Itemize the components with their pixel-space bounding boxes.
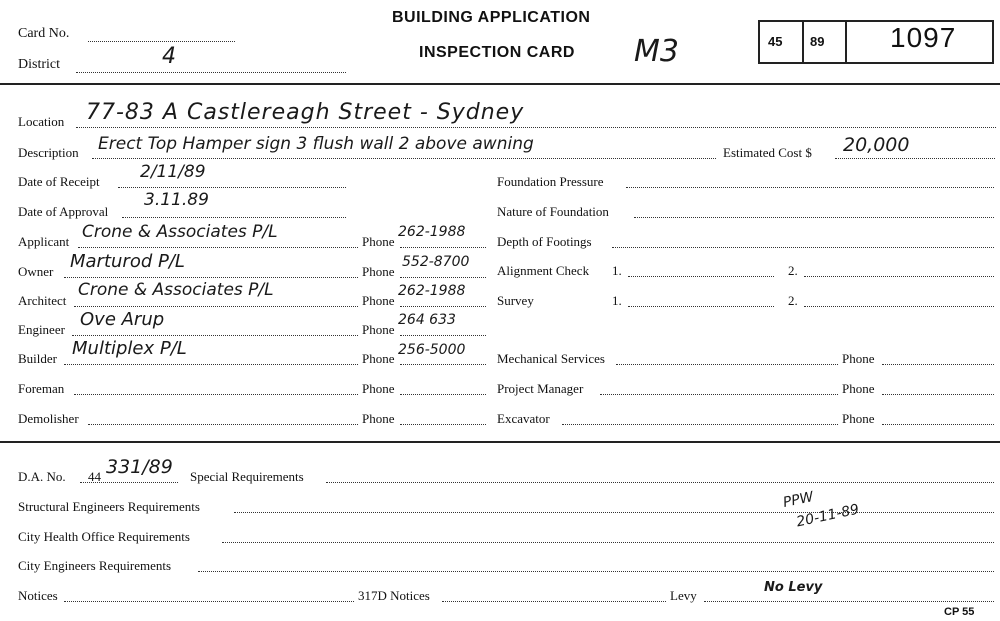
location-label: Location xyxy=(18,114,65,129)
builder-phone: 256-5000 xyxy=(398,342,466,358)
date-receipt-label: Date of Receipt xyxy=(18,174,100,189)
excavator-label: Excavator xyxy=(497,411,550,426)
city-eng-field xyxy=(198,571,994,572)
estimated-cost-field xyxy=(835,158,995,159)
date-approval-value: 3.11.89 xyxy=(144,190,209,210)
date-receipt-field xyxy=(118,187,346,188)
description-field xyxy=(92,158,716,159)
survey-2-field xyxy=(804,306,994,307)
survey-1-label: 1. xyxy=(612,293,622,308)
owner-field xyxy=(64,277,358,278)
description-value: Erect Top Hamper sign 3 flush wall 2 above awning xyxy=(98,134,534,154)
applicant-field xyxy=(78,247,358,248)
form-code: CP 55 xyxy=(944,606,975,618)
project-manager-phone-label: Phone xyxy=(842,381,875,396)
builder-phone-label: Phone xyxy=(362,351,395,366)
mechanical-label: Mechanical Services xyxy=(497,351,605,366)
alignment-check-label: Alignment Check xyxy=(497,263,590,278)
box-divider-2 xyxy=(845,20,847,62)
foreman-label: Foreman xyxy=(18,381,65,396)
survey-2-label: 2. xyxy=(788,293,798,308)
engineer-phone-field xyxy=(400,335,486,336)
builder-label: Builder xyxy=(18,351,57,366)
project-manager-phone-field xyxy=(882,394,994,395)
health-label: City Health Office Requirements xyxy=(18,529,190,544)
depth-footings-label: Depth of Footings xyxy=(497,234,592,249)
project-manager-label: Project Manager xyxy=(497,381,584,396)
da-prefix: 44 xyxy=(88,469,101,484)
city-eng-label: City Engineers Requirements xyxy=(18,558,172,573)
box-num1: 45 xyxy=(768,34,783,49)
project-manager-field xyxy=(600,394,838,395)
location-value: 77-83 A Castlereagh Street - Sydney xyxy=(86,100,525,125)
architect-phone: 262-1988 xyxy=(398,283,466,299)
engineer-value: Ove Arup xyxy=(80,309,165,330)
date-receipt-value: 2/11/89 xyxy=(140,162,206,182)
architect-field xyxy=(74,306,358,307)
owner-phone-label: Phone xyxy=(362,264,395,279)
notices-317d-field xyxy=(442,601,666,602)
header-rule xyxy=(0,83,1000,85)
foreman-phone-field xyxy=(400,394,486,395)
notices-label: Notices xyxy=(18,588,58,603)
box-num2: 89 xyxy=(810,34,825,49)
title-handwritten: M3 xyxy=(634,34,679,69)
builder-phone-field xyxy=(400,364,486,365)
district-field xyxy=(76,72,346,73)
date-approval-field xyxy=(122,217,346,218)
applicant-label: Applicant xyxy=(18,234,70,249)
notices-field xyxy=(64,601,354,602)
foundation-pressure-field xyxy=(626,187,994,188)
alignment-2-label: 2. xyxy=(788,263,798,278)
excavator-phone-label: Phone xyxy=(842,411,875,426)
da-label: D.A. No. xyxy=(18,469,66,484)
foreman-phone-label: Phone xyxy=(362,381,395,396)
box-divider-1 xyxy=(802,20,804,62)
architect-value: Crone & Associates P/L xyxy=(78,280,274,300)
location-field xyxy=(76,127,996,128)
engineer-phone-label: Phone xyxy=(362,322,395,337)
engineer-label: Engineer xyxy=(18,322,65,337)
owner-phone-field xyxy=(400,277,486,278)
applicant-phone-label: Phone xyxy=(362,234,395,249)
structural-label: Structural Engineers Requirements xyxy=(18,499,200,514)
structural-note-line2: 20-11-89 xyxy=(795,501,861,531)
demolisher-phone-field xyxy=(400,424,486,425)
mechanical-phone-field xyxy=(882,364,994,365)
depth-footings-field xyxy=(612,247,994,248)
requirements-rule xyxy=(0,441,1000,443)
nature-foundation-field xyxy=(634,217,994,218)
mechanical-phone-label: Phone xyxy=(842,351,875,366)
architect-label: Architect xyxy=(18,293,67,308)
mechanical-field xyxy=(616,364,838,365)
date-approval-label: Date of Approval xyxy=(18,204,109,219)
card-no-field xyxy=(88,41,235,42)
notices-317d-label: 317D Notices xyxy=(358,588,430,603)
demolisher-field xyxy=(88,424,358,425)
builder-value: Multiplex P/L xyxy=(72,338,187,359)
excavator-field xyxy=(562,424,838,425)
estimated-cost-value: 20,000 xyxy=(843,134,910,156)
owner-phone: 552-8700 xyxy=(402,254,470,270)
nature-foundation-label: Nature of Foundation xyxy=(497,204,609,219)
engineer-phone: 264 633 xyxy=(398,312,456,328)
levy-label: Levy xyxy=(670,588,697,603)
alignment-1-label: 1. xyxy=(612,263,622,278)
card-number-box xyxy=(758,20,994,64)
applicant-phone-field xyxy=(400,247,486,248)
architect-phone-field xyxy=(400,306,486,307)
title-line2: INSPECTION CARD xyxy=(419,44,575,61)
survey-1-field xyxy=(628,306,774,307)
survey-label: Survey xyxy=(497,293,534,308)
alignment-2-field xyxy=(804,276,994,277)
engineer-field xyxy=(72,335,358,336)
health-field xyxy=(222,542,994,543)
excavator-phone-field xyxy=(882,424,994,425)
special-label: Special Requirements xyxy=(190,469,304,484)
foundation-pressure-label: Foundation Pressure xyxy=(497,174,604,189)
title-line1: BUILDING APPLICATION xyxy=(392,9,591,26)
structural-field xyxy=(234,512,994,513)
owner-value: Marturod P/L xyxy=(70,251,185,272)
alignment-1-field xyxy=(628,276,774,277)
da-value: 331/89 xyxy=(106,456,173,478)
foreman-field xyxy=(74,394,358,395)
card-no-label: Card No. xyxy=(18,26,70,41)
structural-note-line1: PPW xyxy=(781,488,816,512)
estimated-cost-label: Estimated Cost $ xyxy=(723,145,812,160)
applicant-phone: 262-1988 xyxy=(398,224,466,240)
description-label: Description xyxy=(18,145,79,160)
architect-phone-label: Phone xyxy=(362,293,395,308)
levy-value: No Levy xyxy=(764,580,823,595)
district-label: District xyxy=(18,57,60,72)
demolisher-label: Demolisher xyxy=(18,411,79,426)
owner-label: Owner xyxy=(18,264,54,279)
demolisher-phone-label: Phone xyxy=(362,411,395,426)
applicant-value: Crone & Associates P/L xyxy=(82,222,278,242)
special-field xyxy=(326,482,994,483)
card-number: 1097 xyxy=(890,22,957,53)
builder-field xyxy=(64,364,358,365)
district-value: 4 xyxy=(162,44,176,69)
levy-field xyxy=(704,601,994,602)
